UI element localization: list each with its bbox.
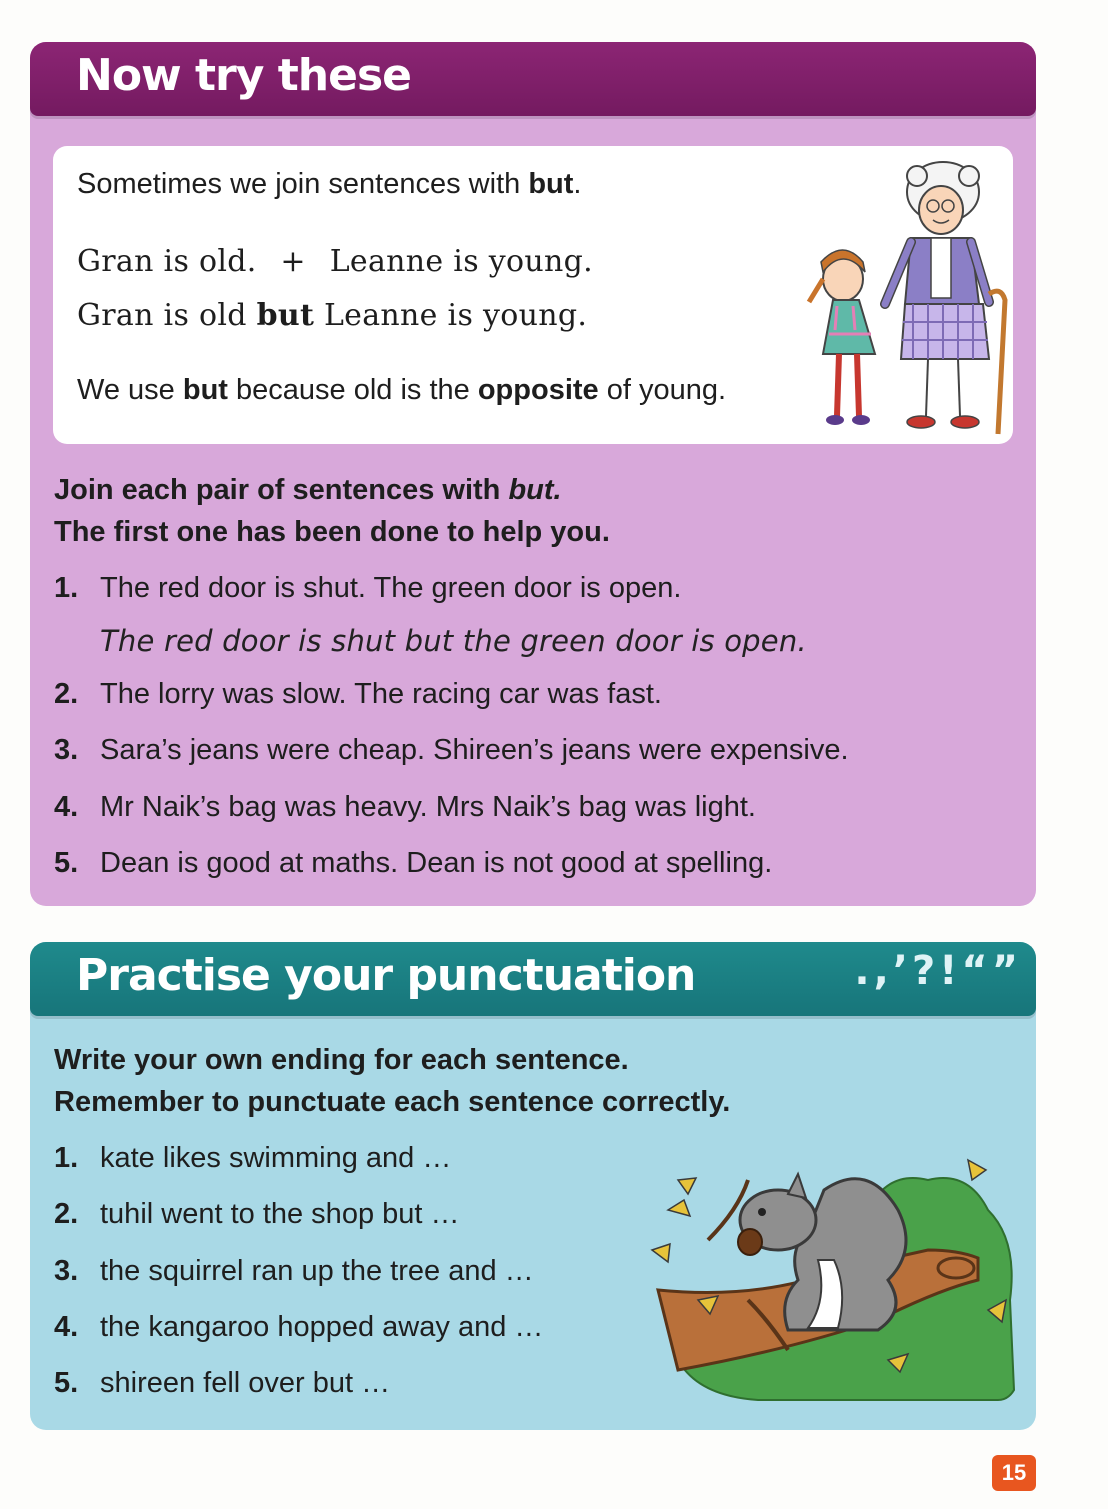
list-item xyxy=(54,791,756,824)
sentence-a: Gran is old. xyxy=(77,244,257,279)
item-number: 3. xyxy=(54,734,79,766)
list-item xyxy=(54,734,849,767)
example-box xyxy=(53,146,1013,444)
practise-punctuation-panel xyxy=(30,942,1036,1430)
example-line-2 xyxy=(77,298,587,333)
item-number: 4. xyxy=(54,1311,79,1343)
gran-and-girl-illustration xyxy=(793,154,1008,439)
list-item xyxy=(54,847,772,880)
item-text: Mr Naik’s bag was heavy. Mrs Naik’s bag was light. xyxy=(100,791,756,823)
bold-word: opposite xyxy=(477,374,599,406)
item-text: tuhil went to the shop but … xyxy=(100,1198,460,1230)
bold-word: but xyxy=(182,374,228,406)
section-header xyxy=(30,42,1036,116)
section-title: Practise your punctuation xyxy=(76,950,696,1001)
text: because old is the xyxy=(227,374,478,406)
squirrel-on-branch-illustration xyxy=(638,1150,1018,1404)
section-title: Now try these xyxy=(76,50,411,101)
item-text: The lorry was slow. The racing car was fast. xyxy=(100,678,662,710)
example-line-1 xyxy=(77,244,593,279)
section-header xyxy=(30,942,1036,1016)
list-item xyxy=(54,1367,390,1400)
list-item xyxy=(54,1255,534,1288)
list-item xyxy=(54,678,662,711)
item-text: Sara’s jeans were cheap. Shireen’s jeans were expensive. xyxy=(100,734,849,766)
list-item xyxy=(54,572,681,605)
list-item xyxy=(54,1142,451,1175)
instruction-line-2: Remember to punctuate each sentence correctly. xyxy=(54,1086,731,1118)
worked-answer: The red door is shut but the green door is open. xyxy=(100,624,807,658)
page-number: 15 xyxy=(992,1455,1036,1491)
text: Leanne is young. xyxy=(314,298,588,333)
item-number: 2. xyxy=(54,1198,79,1230)
instruction-line-1: Write your own ending for each sentence. xyxy=(54,1044,629,1076)
item-number: 5. xyxy=(54,1367,79,1399)
item-text: Dean is good at maths. Dean is not good at spelling. xyxy=(100,847,773,879)
item-number: 1. xyxy=(54,572,79,604)
instruction-line-1 xyxy=(54,474,562,507)
item-text: shireen fell over but … xyxy=(100,1367,391,1399)
list-item xyxy=(54,1198,460,1231)
item-number: 1. xyxy=(54,1142,79,1174)
text: Gran is old xyxy=(77,298,257,333)
italic-word: but. xyxy=(508,474,562,506)
item-number: 4. xyxy=(54,791,79,823)
item-number: 2. xyxy=(54,678,79,710)
item-text: the squirrel ran up the tree and … xyxy=(100,1255,534,1287)
text: Sometimes we join sentences with xyxy=(77,168,529,200)
sentence-b: Leanne is young. xyxy=(329,244,593,279)
item-number: 3. xyxy=(54,1255,79,1287)
instruction-line-2: The first one has been done to help you. xyxy=(54,516,610,548)
text: Join each pair of sentences with xyxy=(54,474,509,506)
text: of young. xyxy=(598,374,727,406)
text: We use xyxy=(77,374,183,406)
now-try-these-panel xyxy=(30,42,1036,906)
item-number: 5. xyxy=(54,847,79,879)
bold-word: but xyxy=(256,298,315,333)
plus-sign: + xyxy=(280,244,306,279)
item-text: kate likes swimming and … xyxy=(100,1142,452,1174)
list-item xyxy=(54,1311,543,1344)
item-text: The red door is shut. The green door is open. xyxy=(100,572,682,604)
item-text: the kangaroo hopped away and … xyxy=(100,1311,544,1343)
bold-word: but xyxy=(528,168,574,200)
example-line-3 xyxy=(77,374,726,407)
punctuation-icons: .,’?!“” xyxy=(854,948,1022,994)
example-intro xyxy=(77,168,581,201)
text: . xyxy=(573,168,582,200)
